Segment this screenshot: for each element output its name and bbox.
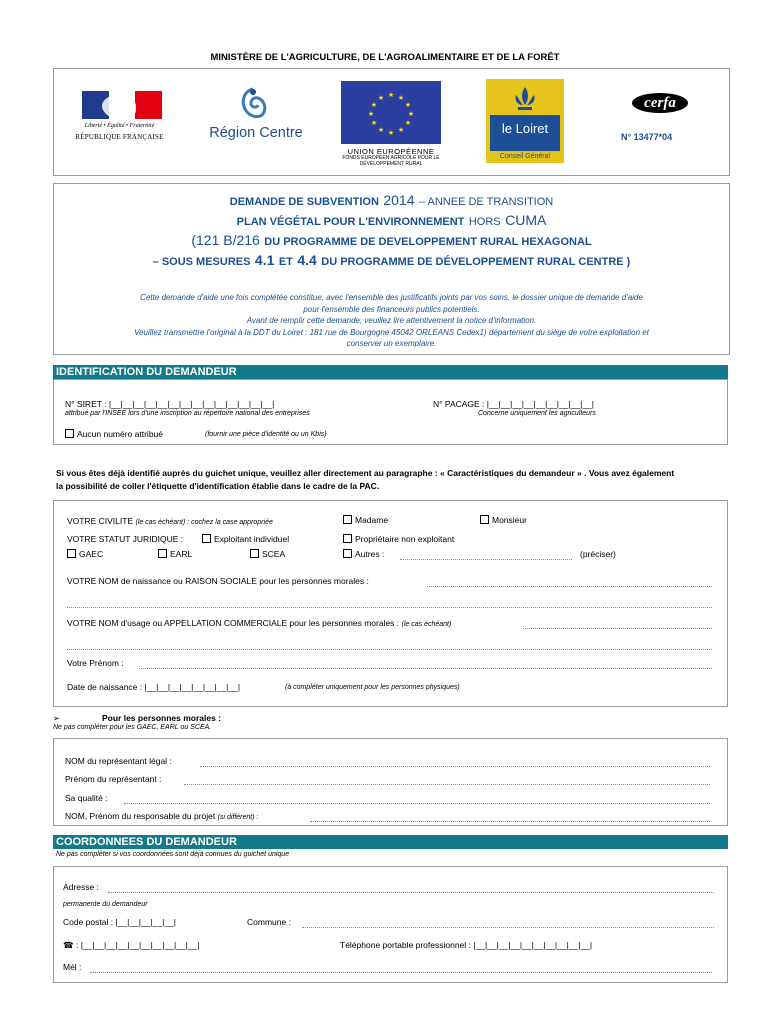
cerfa-number: N° 13477*04 [621,132,673,142]
checkbox-icon[interactable] [158,549,167,558]
adresse-label: Adresse : [63,882,99,892]
pacage-note: Concerne uniquement les agriculteurs [478,410,596,417]
title-line-3: (121 B/216 DU PROGRAMME DE DEVELOPPEMENT RURAL HEXAGONAL [191,232,592,248]
logos-banner [53,68,730,176]
prenom-label: Votre Prénom : [67,658,124,668]
svg-text:★: ★ [370,101,378,109]
exploitant-checkbox[interactable]: Exploitant individuel [202,534,289,544]
section-coordonnees: COORDONNEES DU DEMANDEUR [53,835,728,849]
siret-note: attribué par l'INSEE lors d'une inscription au répertoire national des entreprises [65,410,310,417]
form-title-box [53,183,730,355]
coordonnees-box [53,866,728,983]
checkbox-icon[interactable] [480,515,489,524]
coordonnees-note: Ne pas compléter si vos coordonnées sont déjà connues du guichet unique [56,851,290,858]
adresse-note: permanente du demandeur [63,901,148,908]
svg-text:★: ★ [404,119,412,127]
no-number-checkbox[interactable]: Aucun numéro attribué [65,429,163,439]
loiret-conseil: Conseil Général [499,153,551,160]
republique-francaise-logo [72,91,167,151]
svg-text:★: ★ [377,126,385,134]
qualite-input[interactable] [124,803,710,804]
representant-nom-input[interactable] [200,766,710,767]
eu-name: UNION EUROPÉENNE [347,147,435,156]
identification-box [53,379,728,445]
title-line-2: PLAN VÉGÉTAL POUR L'ENVIRONNEMENT HORS CUMA [236,212,547,228]
checkbox-icon[interactable] [343,549,352,558]
adresse-input[interactable] [108,892,714,893]
pacage-field[interactable]: N° PACAGE : |__|__|__|__|__|__|__|__|__| [433,399,594,409]
gaec-checkbox[interactable]: GAEC [67,549,103,559]
code-postal-field[interactable]: Code postal : |__|__|__|__|__| [63,917,176,927]
nom-naissance-label: VOTRE NOM de naissance ou RAISON SOCIALE pour les personnes morales : [67,576,369,586]
phone-field[interactable]: ☎ : |__|__|__|__|__|__|__|__|__|__| [63,940,200,950]
civility-box [53,500,728,707]
nom-usage-input-2[interactable] [67,649,712,650]
eu-logo [341,81,441,169]
checkbox-icon[interactable] [343,515,352,524]
civilite-label: VOTRE CIVILITE (le cas échéant) : cochez la case appropriée [67,516,273,526]
notice-line-3: Avant de remplir cette demande, veuillez lire attentivement la notice d'information. [246,316,537,325]
date-naissance-field[interactable]: Date de naissance : |__|__|__|__|__|__|__|__| [67,682,241,692]
autres-input[interactable] [400,559,572,560]
notice-line-1: Cette demande d'aide une fois complétée constitue, avec l'ensemble des justificatifs joints par vos soins, le dossier unique de demande d'aide [140,293,643,302]
notice-line-4: Veuillez transmettre l'original à la DDT du Loiret : 181 rue de Bourgogne 45042 ORLEANS Cedex1) département du siège de votre exploitation et [134,327,649,337]
preciser-label: (préciser) [580,549,616,559]
responsable-input[interactable] [310,821,710,822]
morales-box [53,738,728,826]
checkbox-icon[interactable] [67,549,76,558]
monsieur-checkbox[interactable]: Monsieur [480,515,527,525]
checkbox-icon[interactable] [202,534,211,543]
nom-naissance-input-2[interactable] [67,607,712,608]
morales-note: Ne pas compléter pour les GAEC, EARL ou SCEA. [53,724,212,731]
svg-text:★: ★ [387,91,395,99]
representant-prenom-label: Prénom du représentant : [65,774,162,784]
svg-text:★: ★ [387,129,395,137]
region-centre-emblem-icon [238,87,268,123]
proprietaire-checkbox[interactable]: Propriétaire non exploitant [343,534,454,544]
svg-text:★: ★ [404,101,412,109]
eu-fund: FONDS EUROPÉEN AGRICOLE POUR LE DÉVELOPPEMENT RURAL [342,155,440,167]
nom-usage-input[interactable] [523,628,712,629]
loiret-logo [486,79,564,163]
title-line-4: – SOUS MESURES 4.1 ET 4.4 DU PROGRAMME DE DÉVELOPPEMENT RURAL CENTRE ) [152,252,631,268]
mel-label: Mél : [63,962,82,972]
commune-label: Commune : [247,917,291,927]
eu-flag-icon [341,81,441,144]
nom-usage-label: VOTRE NOM d'usage ou APPELLATION COMMERCIALE pour les personnes morales : (le cas échéant) [67,618,452,628]
region-centre-name: Région Centre [209,125,303,141]
siret-field[interactable]: N° SIRET : |__|__|__|__|__|__|__|__|__|__|__|__|__|__| [65,399,275,409]
checkbox-icon[interactable] [250,549,259,558]
notice-line-5: conserver un exemplaire. [346,339,437,348]
morales-title: Pour les personnes morales : [102,713,222,723]
cerfa-logo: cerfa [632,93,688,113]
svg-text:★: ★ [407,110,415,118]
earl-checkbox[interactable]: EARL [158,549,192,559]
representant-nom-label: NOM du représentant légal : [65,756,172,766]
qualite-label: Sa qualité : [65,793,108,803]
rf-name: RÉPUBLIQUE FRANÇAISE [75,133,164,141]
mobile-field[interactable]: Téléphone portable professionnel : |__|__|__|__|__|__|__|__|__|__| [340,940,593,950]
responsable-label: NOM, Prénom du responsable du projet (si différent) : [65,811,259,821]
svg-text:★: ★ [367,110,375,118]
naissance-note: (à compléter uniquement pour les personnes physiques) [285,684,460,691]
guichet-note: Si vous êtes déjà identifié auprès du guichet unique, veuillez aller directement au paragraphe : « Caractéristiques du demandeur » . Vous avez également la possibilité de coller l'étiquette d'identification établie dans le cadre de la PAC. [56,468,675,491]
title-line-1: DEMANDE DE SUBVENTION 2014 – ANNEE DE TRANSITION [229,192,554,208]
representant-prenom-input[interactable] [184,784,710,785]
svg-text:★: ★ [377,94,385,102]
no-number-note: (fournir une pièce d'identité ou un Kbis) [205,431,327,438]
rf-motto: Liberté • Égalité • Fraternité [84,123,155,129]
autres-checkbox[interactable]: Autres : [343,549,384,559]
commune-input[interactable] [302,927,714,928]
scea-checkbox[interactable]: SCEA [250,549,285,559]
ministry-title: MINISTÈRE DE L'AGRICULTURE, DE L'AGROALIMENTAIRE ET DE LA FORÊT [210,52,560,63]
phone-icon: ☎ : [63,940,79,950]
svg-text:★: ★ [397,94,405,102]
region-centre-logo [196,87,316,157]
statut-label: VOTRE STATUT JURIDIQUE : [67,534,184,544]
madame-checkbox[interactable]: Madame [343,515,388,525]
section-identification: IDENTIFICATION DU DEMANDEUR [53,365,728,379]
bullet-icon: ➢ [53,713,61,723]
marianne-icon [102,95,136,119]
nom-naissance-input[interactable] [427,586,712,587]
fleur-de-lis-icon [510,85,540,115]
loiret-name: le Loiret [501,121,549,136]
mel-input[interactable] [90,972,712,973]
notice-line-2: pour l'ensemble des financeurs publics potentiels. [303,304,480,314]
svg-text:★: ★ [397,126,405,134]
svg-text:★: ★ [370,119,378,127]
checkbox-icon[interactable] [343,534,352,543]
prenom-input[interactable] [139,668,712,669]
checkbox-icon[interactable] [65,429,74,438]
